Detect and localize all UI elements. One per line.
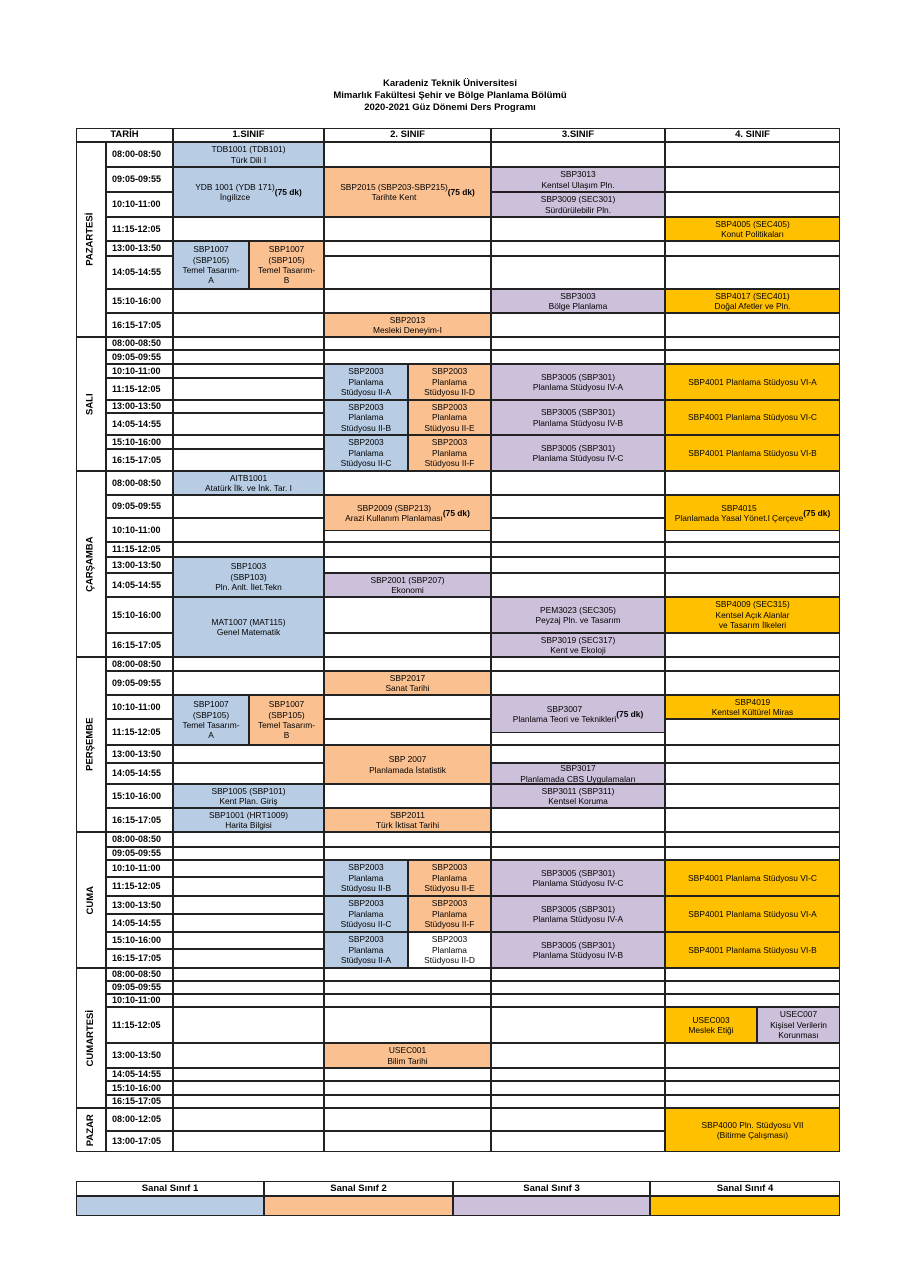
time-slot: 13:00-13:50 — [106, 241, 173, 256]
empty-slot — [491, 1131, 665, 1152]
empty-slot — [173, 413, 324, 435]
time-slot: 16:15-17:05 — [106, 1095, 173, 1108]
empty-slot — [665, 1043, 840, 1068]
empty-slot — [491, 350, 665, 364]
empty-slot — [173, 932, 324, 949]
empty-slot — [324, 1068, 491, 1081]
column-header-year-3: 3.SINIF — [491, 128, 665, 142]
empty-slot — [665, 1095, 840, 1108]
empty-slot — [173, 745, 324, 763]
empty-slot — [324, 1131, 491, 1152]
time-slot: 16:15-17:05 — [106, 633, 173, 657]
day-label — [76, 142, 106, 337]
day-name: CUMA — [84, 885, 96, 915]
empty-slot — [324, 557, 491, 573]
empty-slot — [324, 597, 491, 633]
empty-slot — [324, 633, 491, 657]
time-slot: 14:05-14:55 — [106, 573, 173, 597]
time-slot: 15:10-16:00 — [106, 289, 173, 313]
empty-slot — [173, 313, 324, 337]
course-slot[interactable]: SBP4001 Planlama Stüdyosu VI-C — [665, 860, 840, 896]
course-slot[interactable]: PEM3023 (SEC305) Peyzaj Pln. ve Tasarım — [491, 597, 665, 633]
empty-slot — [491, 1068, 665, 1081]
course-slot[interactable]: SBP3011 (SBP311) Kentsel Koruma — [491, 784, 665, 808]
empty-slot — [324, 847, 491, 860]
empty-slot — [665, 471, 840, 495]
empty-slot — [491, 573, 665, 597]
time-slot: 10:10-11:00 — [106, 695, 173, 719]
empty-slot — [173, 350, 324, 364]
empty-slot — [491, 808, 665, 832]
empty-slot — [665, 784, 840, 808]
day-name: SALI — [84, 393, 96, 415]
empty-slot — [491, 313, 665, 337]
empty-slot — [491, 745, 665, 763]
empty-slot — [491, 217, 665, 241]
empty-slot — [491, 671, 665, 695]
time-slot: 15:10-16:00 — [106, 435, 173, 449]
time-slot: 10:10-11:00 — [106, 364, 173, 378]
empty-slot — [173, 981, 324, 994]
empty-slot — [324, 1108, 491, 1131]
empty-slot — [173, 671, 324, 695]
day-label — [76, 337, 106, 471]
day-label — [76, 832, 106, 968]
empty-slot — [324, 695, 491, 719]
legend-swatch — [453, 1196, 650, 1216]
time-slot: 16:15-17:05 — [106, 449, 173, 471]
empty-slot — [665, 557, 840, 573]
empty-slot — [665, 337, 840, 350]
course-slot[interactable]: SBP2003 Planlama Stüdyosu II-A — [324, 364, 408, 400]
course-slot[interactable]: SBP4000 Pln. Stüdyosu VII (Bitirme Çalışması) — [665, 1108, 840, 1152]
time-slot: 11:15-12:05 — [106, 877, 173, 896]
empty-slot — [173, 289, 324, 313]
course-slot[interactable]: SBP2001 (SBP207) Ekonomi — [324, 573, 491, 597]
time-slot: 10:10-11:00 — [106, 192, 173, 217]
course-slot[interactable]: SBP4001 Planlama Stüdyosu VI-B — [665, 932, 840, 968]
course-slot[interactable]: SBP3005 (SBP301) Planlama Stüdyosu IV-A — [491, 896, 665, 932]
empty-slot — [491, 657, 665, 671]
time-slot: 15:10-16:00 — [106, 597, 173, 633]
day-name: PAZARTESİ — [84, 212, 96, 267]
empty-slot — [173, 1068, 324, 1081]
empty-slot — [665, 808, 840, 832]
time-slot: 09:05-09:55 — [106, 350, 173, 364]
empty-slot — [665, 745, 840, 763]
empty-slot — [324, 832, 491, 847]
empty-slot — [491, 256, 665, 289]
course-slot[interactable]: SBP4005 (SEC405) Konut Politikaları — [665, 217, 840, 241]
empty-slot — [491, 1095, 665, 1108]
course-slot[interactable]: SBP2009 (SBP213) Arazi Kullanım Planlaması (75 dk) — [324, 495, 491, 531]
empty-slot — [665, 167, 840, 192]
time-slot: 08:00-08:50 — [106, 832, 173, 847]
empty-slot — [491, 1043, 665, 1068]
empty-slot — [665, 847, 840, 860]
empty-slot — [324, 981, 491, 994]
course-slot[interactable]: SBP3019 (SEC317) Kent ve Ekoloji — [491, 633, 665, 657]
time-slot: 15:10-16:00 — [106, 784, 173, 808]
column-header-year-2: 2. SINIF — [324, 128, 491, 142]
empty-slot — [173, 657, 324, 671]
empty-slot — [173, 1081, 324, 1095]
empty-slot — [324, 350, 491, 364]
empty-slot — [173, 378, 324, 400]
course-slot[interactable]: USEC007 Kişisel Verilerin Korunması — [757, 1007, 840, 1043]
time-slot: 10:10-11:00 — [106, 860, 173, 877]
program-title: 2020-2021 Güz Dönemi Ders Programı — [364, 102, 536, 113]
legend-swatch — [650, 1196, 840, 1216]
time-slot: 08:00-08:50 — [106, 337, 173, 350]
course-slot[interactable]: SBP3005 (SBP301) Planlama Stüdyosu IV-A — [491, 364, 665, 400]
time-slot: 08:00-12:05 — [106, 1108, 173, 1131]
empty-slot — [173, 518, 324, 542]
course-slot[interactable]: SBP2013 Mesleki Deneyim-I — [324, 313, 491, 337]
time-slot: 13:00-17:05 — [106, 1131, 173, 1152]
empty-slot — [173, 896, 324, 914]
empty-slot — [324, 542, 491, 557]
course-slot[interactable]: SBP2003 Planlama Stüdyosu II-B — [324, 400, 408, 435]
time-slot: 16:15-17:05 — [106, 949, 173, 968]
empty-slot — [173, 860, 324, 877]
time-slot: 09:05-09:55 — [106, 981, 173, 994]
day-label — [76, 1108, 106, 1152]
legend-label: Sanal Sınıf 2 — [264, 1181, 453, 1196]
course-slot[interactable]: SBP1007 (SBP105) Temel Tasarım- A — [173, 241, 249, 289]
course-slot[interactable]: YDB 1001 (YDB 171) İngilizce (75 dk) — [173, 167, 324, 217]
empty-slot — [491, 542, 665, 557]
empty-slot — [491, 1108, 665, 1131]
course-slot[interactable]: SBP2015 (SBP203-SBP215) Tarihte Kent (75 dk) — [324, 167, 491, 217]
course-slot[interactable]: USEC003 Meslek Etiği — [665, 1007, 757, 1043]
course-slot[interactable]: SBP2003 Planlama Stüdyosu II-F — [408, 435, 491, 471]
course-slot[interactable]: SBP4015 Planlamada Yasal Yönet.l Çerçeve (75 dk) — [665, 495, 840, 531]
empty-slot — [173, 763, 324, 784]
course-slot[interactable]: SBP4001 Planlama Stüdyosu VI-C — [665, 400, 840, 435]
time-slot: 11:15-12:05 — [106, 217, 173, 241]
empty-slot — [324, 1095, 491, 1108]
time-slot: 14:05-14:55 — [106, 413, 173, 435]
empty-slot — [173, 968, 324, 981]
empty-slot — [491, 241, 665, 256]
university-title: Karadeniz Teknik Üniversitesi — [383, 78, 517, 89]
course-slot[interactable]: SBP2003 Planlama Stüdyosu II-A — [324, 932, 408, 968]
time-slot: 08:00-08:50 — [106, 471, 173, 495]
course-slot[interactable]: SBP3005 (SBP301) Planlama Stüdyosu IV-C — [491, 860, 665, 896]
time-slot: 09:05-09:55 — [106, 167, 173, 192]
course-slot[interactable]: SBP2003 Planlama Stüdyosu II-E — [408, 400, 491, 435]
empty-slot — [324, 289, 491, 313]
empty-slot — [665, 350, 840, 364]
time-slot: 11:15-12:05 — [106, 1007, 173, 1043]
time-slot: 14:05-14:55 — [106, 256, 173, 289]
empty-slot — [491, 337, 665, 350]
empty-slot — [173, 542, 324, 557]
time-slot: 14:05-14:55 — [106, 1068, 173, 1081]
day-label — [76, 471, 106, 657]
empty-slot — [324, 1081, 491, 1095]
course-slot[interactable]: SBP2011 Türk İktisat Tarihi — [324, 808, 491, 832]
empty-slot — [324, 657, 491, 671]
course-slot[interactable]: SBP 2007 Planlamada İstatistik — [324, 745, 491, 784]
course-slot[interactable]: SBP2003 Planlama Stüdyosu II-F — [408, 896, 491, 932]
empty-slot — [173, 449, 324, 471]
empty-slot — [491, 1081, 665, 1095]
empty-slot — [665, 256, 840, 289]
course-slot[interactable]: SBP4009 (SEC315) Kentsel Açık Alanlar ve Tasarım İlkeleri — [665, 597, 840, 633]
empty-slot — [173, 949, 324, 968]
course-slot[interactable]: USEC001 Bilim Tarihi — [324, 1043, 491, 1068]
empty-slot — [173, 1108, 324, 1131]
empty-slot — [173, 495, 324, 518]
time-slot: 14:05-14:55 — [106, 763, 173, 784]
empty-slot — [173, 337, 324, 350]
course-slot[interactable]: AITB1001 Atatürk İlk. ve İnk. Tar. I — [173, 471, 324, 495]
time-slot: 11:15-12:05 — [106, 378, 173, 400]
column-header-year-4: 4. SINIF — [665, 128, 840, 142]
time-slot: 14:05-14:55 — [106, 914, 173, 932]
empty-slot — [491, 981, 665, 994]
time-slot: 09:05-09:55 — [106, 671, 173, 695]
empty-slot — [491, 495, 665, 518]
empty-slot — [173, 994, 324, 1007]
column-header-year-1: 1.SINIF — [173, 128, 324, 142]
empty-slot — [665, 142, 840, 167]
empty-slot — [173, 847, 324, 860]
empty-slot — [324, 241, 491, 256]
time-slot: 09:05-09:55 — [106, 495, 173, 518]
time-slot: 16:15-17:05 — [106, 808, 173, 832]
time-slot: 13:00-13:50 — [106, 896, 173, 914]
empty-slot — [665, 633, 840, 657]
empty-slot — [665, 573, 840, 597]
empty-slot — [665, 981, 840, 994]
empty-slot — [324, 142, 491, 167]
empty-slot — [665, 671, 840, 695]
empty-slot — [173, 1095, 324, 1108]
empty-slot — [665, 763, 840, 784]
empty-slot — [491, 832, 665, 847]
empty-slot — [173, 400, 324, 413]
empty-slot — [491, 994, 665, 1007]
time-slot: 13:00-13:50 — [106, 557, 173, 573]
time-slot: 08:00-08:50 — [106, 968, 173, 981]
time-slot: 11:15-12:05 — [106, 719, 173, 745]
day-name: PERŞEMBE — [84, 717, 96, 772]
course-slot[interactable]: SBP3013 Kentsel Ulaşım Pln. — [491, 167, 665, 192]
course-slot[interactable]: SBP2003 Planlama Stüdyosu II-C — [324, 435, 408, 471]
empty-slot — [665, 657, 840, 671]
time-slot: 10:10-11:00 — [106, 994, 173, 1007]
empty-slot — [491, 557, 665, 573]
empty-slot — [665, 719, 840, 745]
course-slot[interactable]: SBP3005 (SBP301) Planlama Stüdyosu IV-B — [491, 400, 665, 435]
course-slot[interactable]: SBP4001 Planlama Stüdyosu VI-A — [665, 896, 840, 932]
legend-label: Sanal Sınıf 3 — [453, 1181, 650, 1196]
time-slot: 08:00-08:50 — [106, 657, 173, 671]
course-slot[interactable]: SBP1003 (SBP103) Pln. Anlt. İlet.Tekn — [173, 557, 324, 597]
course-slot[interactable]: SBP3005 (SBP301) Planlama Stüdyosu IV-B — [491, 932, 665, 968]
empty-slot — [324, 256, 491, 289]
course-slot[interactable]: SBP4001 Planlama Stüdyosu VI-B — [665, 435, 840, 471]
course-slot[interactable]: SBP3017 Planlamada CBS Uygulamaları — [491, 763, 665, 784]
empty-slot — [324, 337, 491, 350]
empty-slot — [665, 832, 840, 847]
course-slot[interactable]: SBP2017 Sanat Tarihi — [324, 671, 491, 695]
day-label — [76, 657, 106, 832]
course-slot[interactable]: SBP3005 (SBP301) Planlama Stüdyosu IV-C — [491, 435, 665, 471]
course-slot[interactable]: SBP3003 Bölge Planlama — [491, 289, 665, 313]
empty-slot — [665, 313, 840, 337]
empty-slot — [324, 968, 491, 981]
empty-slot — [665, 968, 840, 981]
time-slot: 16:15-17:05 — [106, 313, 173, 337]
time-slot: 09:05-09:55 — [106, 847, 173, 860]
empty-slot — [491, 471, 665, 495]
course-slot[interactable]: SBP4001 Planlama Stüdyosu VI-A — [665, 364, 840, 400]
time-slot: 15:10-16:00 — [106, 1081, 173, 1095]
course-slot[interactable]: TDB1001 (TDB101) Türk Dili I — [173, 142, 324, 167]
empty-slot — [491, 142, 665, 167]
time-slot: 13:00-13:50 — [106, 1043, 173, 1068]
legend-label: Sanal Sınıf 4 — [650, 1181, 840, 1196]
empty-slot — [173, 435, 324, 449]
faculty-title: Mimarlık Fakültesi Şehir ve Bölge Planlama Bölümü — [333, 90, 567, 101]
course-slot[interactable]: SBP3009 (SEC301) Sürdürülebilir Pln. — [491, 192, 665, 217]
empty-slot — [491, 968, 665, 981]
course-slot[interactable]: SBP1007 (SBP105) Temel Tasarım- A — [173, 695, 249, 745]
empty-slot — [173, 1007, 324, 1043]
empty-slot — [491, 1007, 665, 1043]
course-slot[interactable]: SBP2003 Planlama Stüdyosu II-C — [324, 896, 408, 932]
course-slot[interactable]: SBP2003 Planlama Stüdyosu II-E — [408, 860, 491, 896]
course-slot[interactable]: SBP1005 (SBP101) Kent Plan. Giriş — [173, 784, 324, 808]
empty-slot — [173, 1043, 324, 1068]
empty-slot — [173, 914, 324, 932]
course-slot[interactable]: SBP1007 (SBP105) Temel Tasarım- B — [249, 241, 324, 289]
course-slot[interactable]: SBP2003 Planlama Stüdyosu II-B — [324, 860, 408, 896]
empty-slot — [491, 847, 665, 860]
empty-slot — [491, 518, 665, 542]
legend-swatch — [76, 1196, 264, 1216]
empty-slot — [324, 471, 491, 495]
empty-slot — [173, 832, 324, 847]
empty-slot — [665, 1081, 840, 1095]
time-slot: 15:10-16:00 — [106, 932, 173, 949]
day-label — [76, 968, 106, 1108]
day-name: ÇARŞAMBA — [84, 536, 96, 592]
empty-slot — [173, 877, 324, 896]
legend-swatch — [264, 1196, 453, 1216]
empty-slot — [324, 719, 491, 745]
empty-slot — [665, 241, 840, 256]
empty-slot — [665, 542, 840, 557]
course-slot[interactable]: SBP2003 Planlama Stüdyosu II-D — [408, 364, 491, 400]
legend-label: Sanal Sınıf 1 — [76, 1181, 264, 1196]
empty-slot — [173, 364, 324, 378]
course-slot[interactable]: SBP4019 Kentsel Kültürel Miras — [665, 695, 840, 719]
course-slot[interactable]: MAT1007 (MAT115) Genel Matematik — [173, 597, 324, 657]
empty-slot — [665, 1068, 840, 1081]
empty-slot — [173, 1131, 324, 1152]
course-slot[interactable]: SBP4017 (SEC401) Doğal Afetler ve Pln. — [665, 289, 840, 313]
course-slot[interactable]: SBP1001 (HRT1009) Harita Bilgisi — [173, 808, 324, 832]
time-slot: 10:10-11:00 — [106, 518, 173, 542]
day-name: PAZAR — [84, 1113, 96, 1147]
empty-slot — [324, 994, 491, 1007]
empty-slot — [324, 217, 491, 241]
column-header-date: TARİH — [76, 128, 173, 142]
empty-slot — [665, 994, 840, 1007]
empty-slot — [173, 217, 324, 241]
empty-slot — [665, 192, 840, 217]
time-slot: 13:00-13:50 — [106, 400, 173, 413]
day-name: CUMARTESİ — [84, 1009, 96, 1067]
time-slot: 13:00-13:50 — [106, 745, 173, 763]
time-slot: 08:00-08:50 — [106, 142, 173, 167]
course-slot[interactable]: SBP2003 Planlama Stüdyosu II-D — [408, 932, 491, 968]
time-slot: 11:15-12:05 — [106, 542, 173, 557]
empty-slot — [324, 784, 491, 808]
course-slot[interactable]: SBP3007 Planlama Teori ve Teknikleri (75 dk) — [491, 695, 665, 733]
course-slot[interactable]: SBP1007 (SBP105) Temel Tasarım- B — [249, 695, 324, 745]
empty-slot — [324, 1007, 491, 1043]
